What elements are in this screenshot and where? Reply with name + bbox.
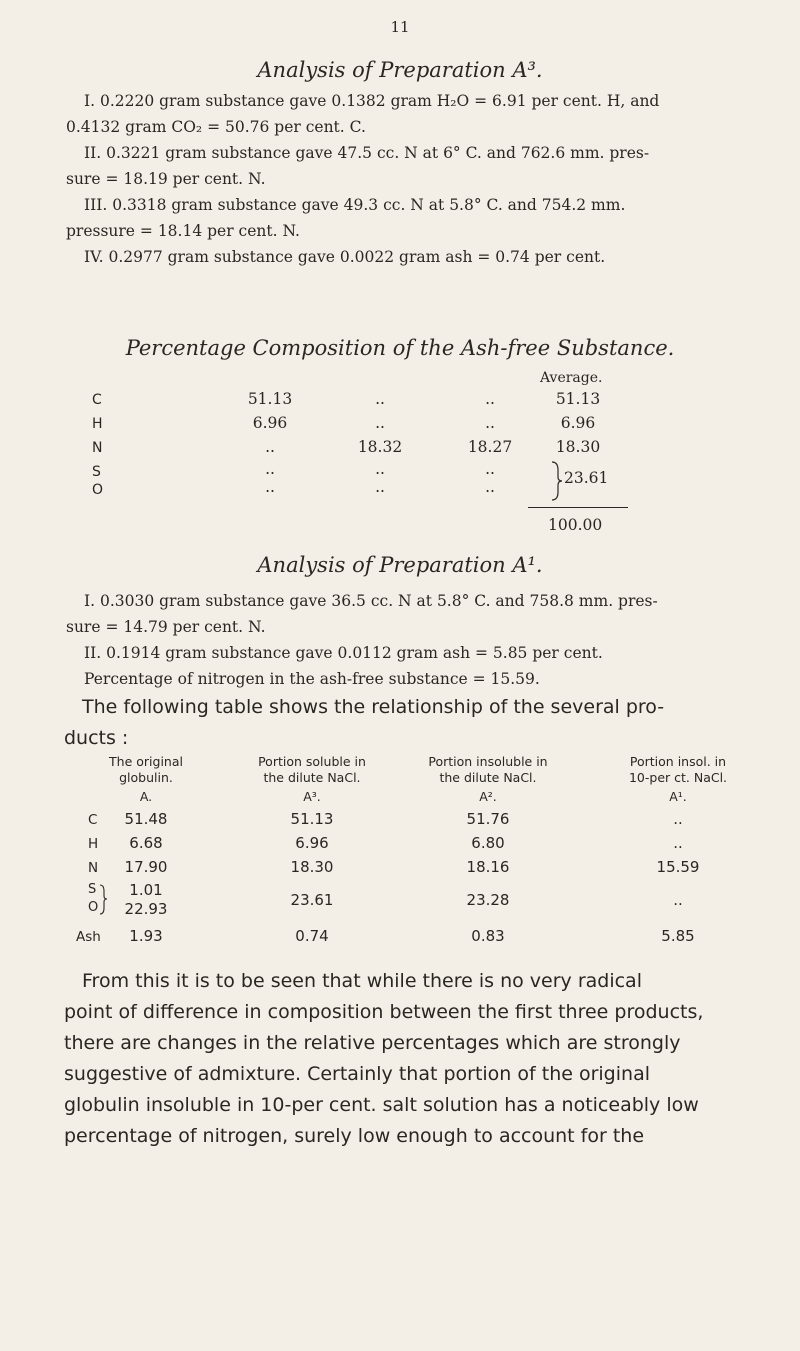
row-label: O	[88, 900, 99, 915]
text-line: Percentage of nitrogen in the ash-free substance = 15.59.	[84, 670, 540, 688]
value-cell: ..	[265, 478, 275, 496]
column-header: Portion insol. in 10-per ct. NaCl. A¹.	[628, 754, 728, 804]
text-line: I. 0.3030 gram substance gave 36.5 cc. N at 5.8° C. and 758.8 mm. pres-	[84, 592, 658, 610]
element-label: O	[92, 482, 104, 498]
total-value: 100.00	[548, 516, 603, 534]
value-cell: 22.93	[124, 900, 168, 918]
value-cell: 18.32	[357, 438, 403, 456]
composition-title: Percentage Composition of the Ash-free Substance.	[125, 336, 675, 360]
section-a3-text	[66, 88, 756, 270]
average-label: Average.	[540, 370, 603, 386]
value-cell: 1.93	[129, 927, 163, 945]
element-label: H	[92, 416, 103, 432]
value-cell: 6.80	[471, 834, 505, 852]
value-cell: 17.90	[124, 858, 168, 876]
text-line: From this it is to be seen that while there is no very radical	[82, 970, 642, 992]
value-cell: ..	[673, 834, 683, 852]
value-cell: 15.59	[656, 858, 700, 876]
value-cell: 6.68	[129, 834, 163, 852]
section-title-a3: Analysis of Preparation A³.	[257, 58, 543, 82]
value-cell: ..	[673, 891, 683, 909]
brace-icon	[98, 884, 108, 916]
text-line: I. 0.2220 gram substance gave 0.1382 gram H₂O = 6.91 per cent. H, and	[84, 92, 660, 110]
value-cell: ..	[375, 460, 385, 478]
text-line: II. 0.3221 gram substance gave 47.5 cc. N at 6° C. and 762.6 mm. pres-	[84, 144, 650, 162]
average-cell: 18.30	[555, 438, 601, 456]
average-cell: 6.96	[560, 414, 596, 432]
value-cell: 6.96	[295, 834, 329, 852]
table-intro	[64, 692, 754, 754]
value-cell: ..	[485, 478, 495, 496]
so-average: 23.61	[564, 469, 609, 487]
text-line: point of difference in composition between the first three products,	[64, 1001, 704, 1023]
value-cell: ..	[265, 438, 275, 456]
text-line: IV. 0.2977 gram substance gave 0.0022 gram ash = 0.74 per cent.	[84, 248, 606, 266]
text-line: ducts :	[64, 727, 129, 749]
page-number: 11	[390, 18, 410, 36]
brace-icon	[550, 460, 564, 502]
value-cell: ..	[375, 478, 385, 496]
value-cell: 23.28	[466, 891, 510, 909]
value-cell: 0.83	[471, 927, 505, 945]
closing-paragraph	[64, 966, 754, 1152]
value-cell: 1.01	[129, 881, 163, 899]
value-cell: ..	[375, 414, 385, 432]
row-label: N	[88, 860, 99, 876]
section-a1-text	[66, 588, 756, 692]
value-cell: 0.74	[295, 927, 329, 945]
value-cell: 18.30	[290, 858, 334, 876]
text-line: II. 0.1914 gram substance gave 0.0112 gram ash = 5.85 per cent.	[84, 644, 603, 662]
value-cell: 6.96	[252, 414, 288, 432]
value-cell: 23.61	[290, 891, 334, 909]
row-label: H	[88, 836, 99, 852]
value-cell: 51.76	[466, 810, 510, 828]
text-line: percentage of nitrogen, surely low enough to account for the	[64, 1125, 645, 1147]
value-cell: ..	[485, 390, 495, 408]
value-cell: 51.13	[290, 810, 334, 828]
text-line: The following table shows the relationship of the several pro-	[82, 696, 665, 718]
column-header: Portion insoluble in the dilute NaCl. A².	[428, 754, 548, 804]
value-cell: ..	[485, 460, 495, 478]
value-cell: ..	[485, 414, 495, 432]
text-line: III. 0.3318 gram substance gave 49.3 cc. N at 5.8° C. and 754.2 mm.	[84, 196, 626, 214]
text-line: 0.4132 gram CO₂ = 50.76 per cent. C.	[66, 118, 366, 136]
text-line: suggestive of admixture. Certainly that portion of the original	[64, 1063, 650, 1085]
text-line: sure = 18.19 per cent. N.	[66, 170, 266, 188]
row-label: Ash	[76, 929, 101, 945]
element-label: N	[92, 440, 103, 456]
value-cell: ..	[265, 460, 275, 478]
value-cell: 5.85	[661, 927, 695, 945]
value-cell: 18.16	[466, 858, 510, 876]
average-cell: 51.13	[555, 390, 601, 408]
section-title-a1: Analysis of Preparation A¹.	[257, 553, 543, 577]
value-cell: ..	[673, 810, 683, 828]
element-label: S	[92, 464, 101, 480]
row-label: C	[88, 812, 98, 828]
text-line: globulin insoluble in 10-per cent. salt solution has a noticeably low	[64, 1094, 699, 1116]
column-header: The original globulin. A.	[109, 754, 183, 804]
value-cell: 18.27	[467, 438, 513, 456]
value-cell: 51.48	[124, 810, 168, 828]
text-line: there are changes in the relative percentages which are strongly	[64, 1032, 681, 1054]
text-line: pressure = 18.14 per cent. N.	[66, 222, 300, 240]
element-label: C	[92, 392, 102, 408]
text-line: sure = 14.79 per cent. N.	[66, 618, 266, 636]
column-header: Portion soluble in the dilute NaCl. A³.	[258, 754, 366, 804]
value-cell: ..	[375, 390, 385, 408]
value-cell: 51.13	[247, 390, 293, 408]
sum-rule	[528, 507, 628, 508]
row-label: S	[88, 882, 97, 897]
